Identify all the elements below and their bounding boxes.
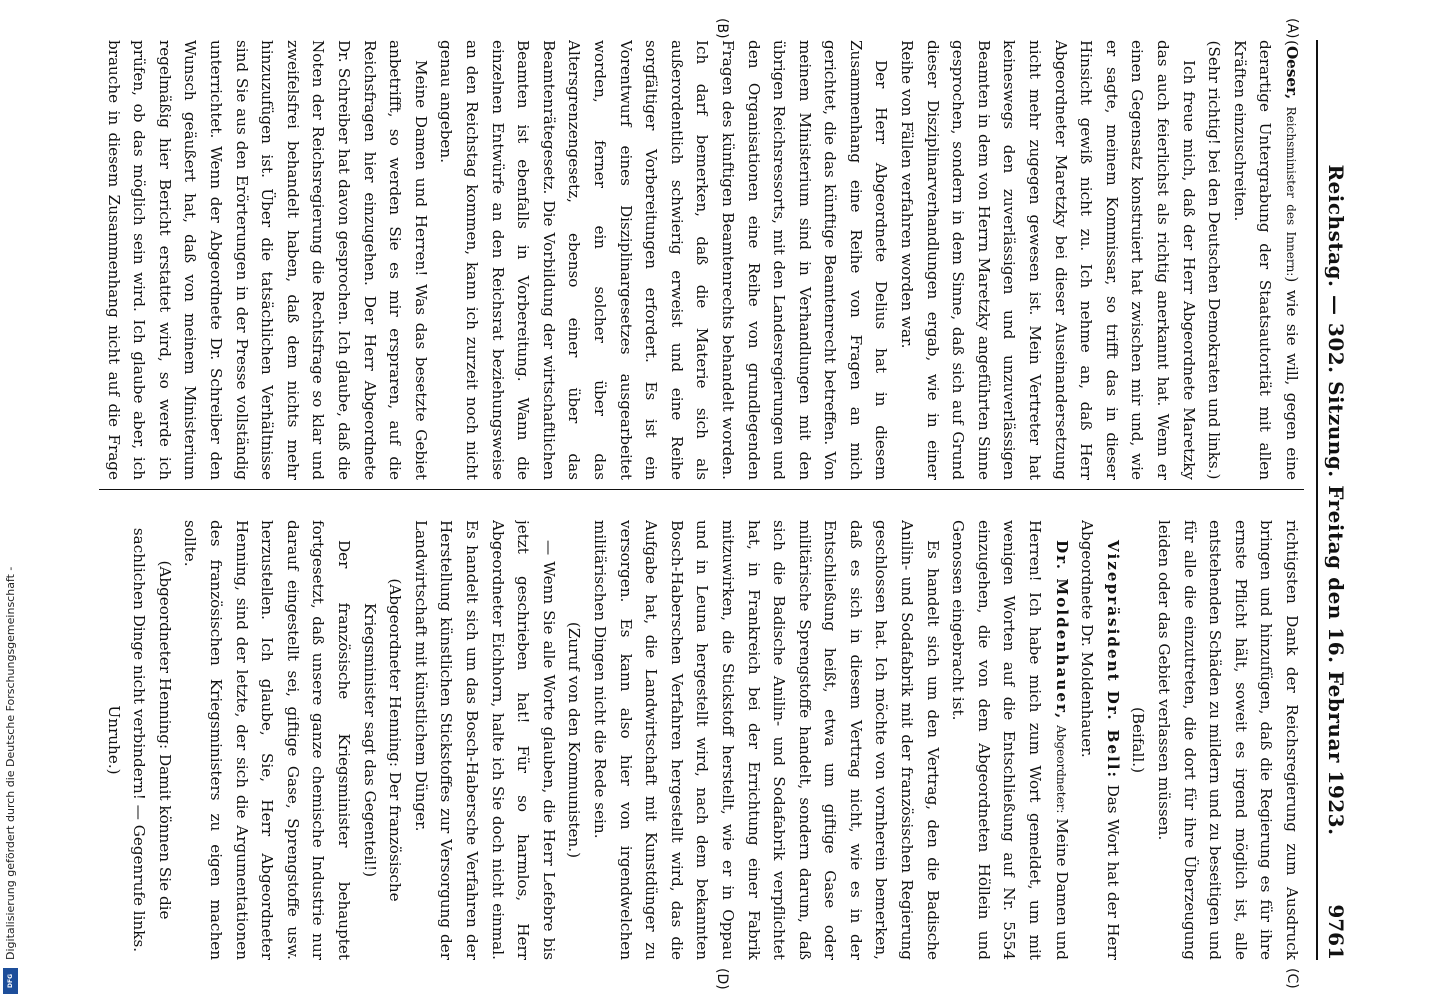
speaker-name: Vizepräsident Dr. Bell: (1103, 540, 1122, 780)
margin-marker-d: (D) (714, 968, 730, 990)
right-column (99, 520, 1304, 960)
page-number: 9761 (1324, 904, 1348, 960)
margin-marker-b: (B) (714, 18, 730, 39)
interjection: (Abgeordneter Henning: Der französische Kriegsminister sagt das Gegenteil!) (360, 578, 405, 902)
header-title: Reichstag. — 302. Sitzung. Freitag den 16. Februar 1923. (1324, 164, 1348, 836)
interjection: (Zuruf von den Kommunisten.) (565, 621, 584, 859)
speech-paragraph: Es handelt sich um den Vertrag, den die Badische Anilin- und Sodafabrik mit der französischen Regierung geschlossen hat. Ich möchte von vornherein bemerken, daß es sich in diesem Vertrag nicht, wie es in der Entschließung heißt, etwa um giftige Gase oder militärische Sprengstoffe handelt, sondern darum, daß sich die Badische Anilin- und Sodafabrik verpflichtet hat, in Frankreich bei der Errichtung einer Fabrik mitzuwirken, die Stickstoff herstellt, wie er in Oppau und in Leuna hergestellt wird, nach dem bekannten Bosch-Haberschen Verfahren hergestellt wird, das die Aufgabe hat, die Landwirtschaft mit Kunstdünger zu versorgen. Es kann also hier von irgendwelchen militärischen Dingen nicht die Rede sein. (590, 520, 942, 960)
margin-marker-a: (A) (1284, 18, 1300, 39)
speech-paragraph: Ich freue mich, daß der Herr Abgeordnete Maretzky das auch feierlichst als richtig anerkannt hat. Wenn er einen Gegensatz konstruiert hat zwischen mir und, wie er sagte, meinem Kommissar, so trifft das in dieser Hinsicht gewiß nicht zu. Ich nehme an, daß Herr Abgeordneter Maretzky bei dieser Auseinandersetzung nicht mehr zugegen gewesen ist. Mein Vertreter hat keineswegs den zuverlässigen und unzuverlässigen Beamten in dem von Herrn Maretzky angeführten Sinne gesprochen, sondern in dem Sinne, daß sich auf Grund dieser Disziplinarverhandlungen ergab, wie in einer Reihe von Fällen verfahren worden war. (898, 40, 1198, 480)
dfg-logo: DFG (3, 968, 18, 994)
speech-paragraph: Der französische Kriegsminister behauptet fortgesetzt, daß unsere ganze chemische Industrie nur darauf eingestellt sei, giftige Gase, Sprengstoffe usw. herzustellen. Ich glaube, Sie, Herr Abgeordneter Henning, sind der letzte, der sich die Argumentationen des französischen Kriegsministers zu eigen machen sollte. (181, 520, 354, 960)
speech-paragraph (99, 520, 100, 960)
interjection: (Abgeordneter Henning: Damit können Sie die sachlichen Dinge nicht verbindern! — Gegenrufe links. Unruhe.) (104, 527, 174, 953)
speech-paragraph: — Wenn Sie alle Worte glauben, die Herr Lefebre bis jetzt geschrieben hat! Für so harmlos, Herr Abgeordneter Eichhorn, halte ich Sie doch nicht einmal. Es handelt sich um das Bosch-Habersche Verfahren der Herstellung künstlichen Stickstoffes zur Versorgung der Landwirtschaft mit künstlichem Dünger. (411, 520, 558, 960)
speech-paragraph: Der Herr Abgeordnete Delius hat in diesem Zusammenhang eine Reihe von Fragen an mich gerichtet, die das künftige Beamtenrecht betreffen. Von meinem Ministerium sind in Verhandlungen mit den übrigen Reichsressorts, mit den Landesregierungen und den Organisationen eine Reihe von grundlegenden Fragen des künftigen Beamtenrechts behandelt worden. Ich darf bemerken, daß die Materie sich als außerordentlich schwierig erweist und eine Reihe sorgfältiger Vorbereitungen erfordert. Es ist ein Vorentwurf eines Disziplinargesetzes ausgearbeitet worden, ferner ein solcher über das Altersgrenzengesetz, ebenso einer über das Beamtenrätegesetz. Die Vorbildung der wirtschaftlichen Beamten ist ebenfalls in Vorbereitung. Wann die einzelnen Entwürfe an den Reichsrat beziehungsweise an den Reichstag kommen, kann ich zurzeit noch nicht genau angeben. (437, 40, 891, 480)
speaker-name: Dr. Moldenhauer, (1052, 540, 1071, 721)
page-header (1320, 40, 1350, 960)
interjection: (Sehr richtig! bei den Deutschen Demokraten und links.) (1205, 40, 1224, 480)
column-rule (99, 489, 1304, 490)
speech-paragraph: Vizepräsident Dr. Bell: Das Wort hat der Herr Abgeordnete Dr. Moldenhauer. (1078, 520, 1122, 960)
interjection: (Beifall.) (1129, 706, 1148, 774)
header-rule (1316, 40, 1318, 960)
margin-marker-c: (C) (1284, 968, 1300, 989)
speaker-role: Reichsminister des Innern: (1284, 106, 1298, 277)
speech-paragraph: richtigsten Dank der Reichsregierung zum Ausdruck bringen und hinzufügen, daß die Regierung es für ihre ernste Pflicht hält, soweit es irgend möglich ist, alle entstehenden Schäden zu mildern und zu beseitigen und für alle die einzutreten, die dort für ihre Überzeugung leiden oder das Gebiet verlassen müssen. (1155, 520, 1301, 960)
digitization-footer (0, 0, 22, 1000)
speech-paragraph: Dr. Moldenhauer, Abgeordneter: Meine Damen und Herren! Ich habe mich zum Wort gemeldet, um mit wenigen Worten auf die Entschließung auf Nr. 5554 einzugehen, die von dem Abgeordneten Höllein und Genossen eingebracht ist. (949, 520, 1071, 960)
speaker-role: Abgeordneter: (1053, 725, 1068, 814)
document-page (70, 0, 1380, 1000)
speaker-name: Oeser, (1283, 45, 1301, 100)
left-column (99, 40, 1304, 480)
speech-paragraph: (Oeser, Reichsminister des Innern:) wie sie will, gegen eine derartige Untergrabung der Staatsautorität mit allen Kräften einzuschreiten. (1230, 40, 1301, 480)
speech-paragraph: Meine Damen und Herren! Was das besetzte Gebiet anbetrifft, so werden Sie es mir erspraren, auf die Reichsfragen hier einzugehen. Der Herr Abgeordnete Dr. Schreiber hat davon gesprochen. Ich glaube, daß die Noten der Reichsregierung die Rechtsfrage so klar und zweifelsfrei behandelt haben, daß dem nichts mehr hinzuzufügen ist. Über die tatsächlichen Verhältnisse sind Sie aus den Erörterungen in der Presse vollständig unterrichtet. Wenn der Abgeordnete Dr. Schreiber den Wunsch geäußert hat, daß von meinem Ministerium regelmäßig hier Bericht erstattet wird, so werde ich prüfen, ob das möglich sein wird. Ich glaube aber, ich brauche in diesem Zusammenhang nicht auf die Frage (104, 40, 430, 480)
funding-credit: Digitalisierung gefördert durch die Deutsche Forschungsgemeinschaft - (4, 566, 17, 960)
